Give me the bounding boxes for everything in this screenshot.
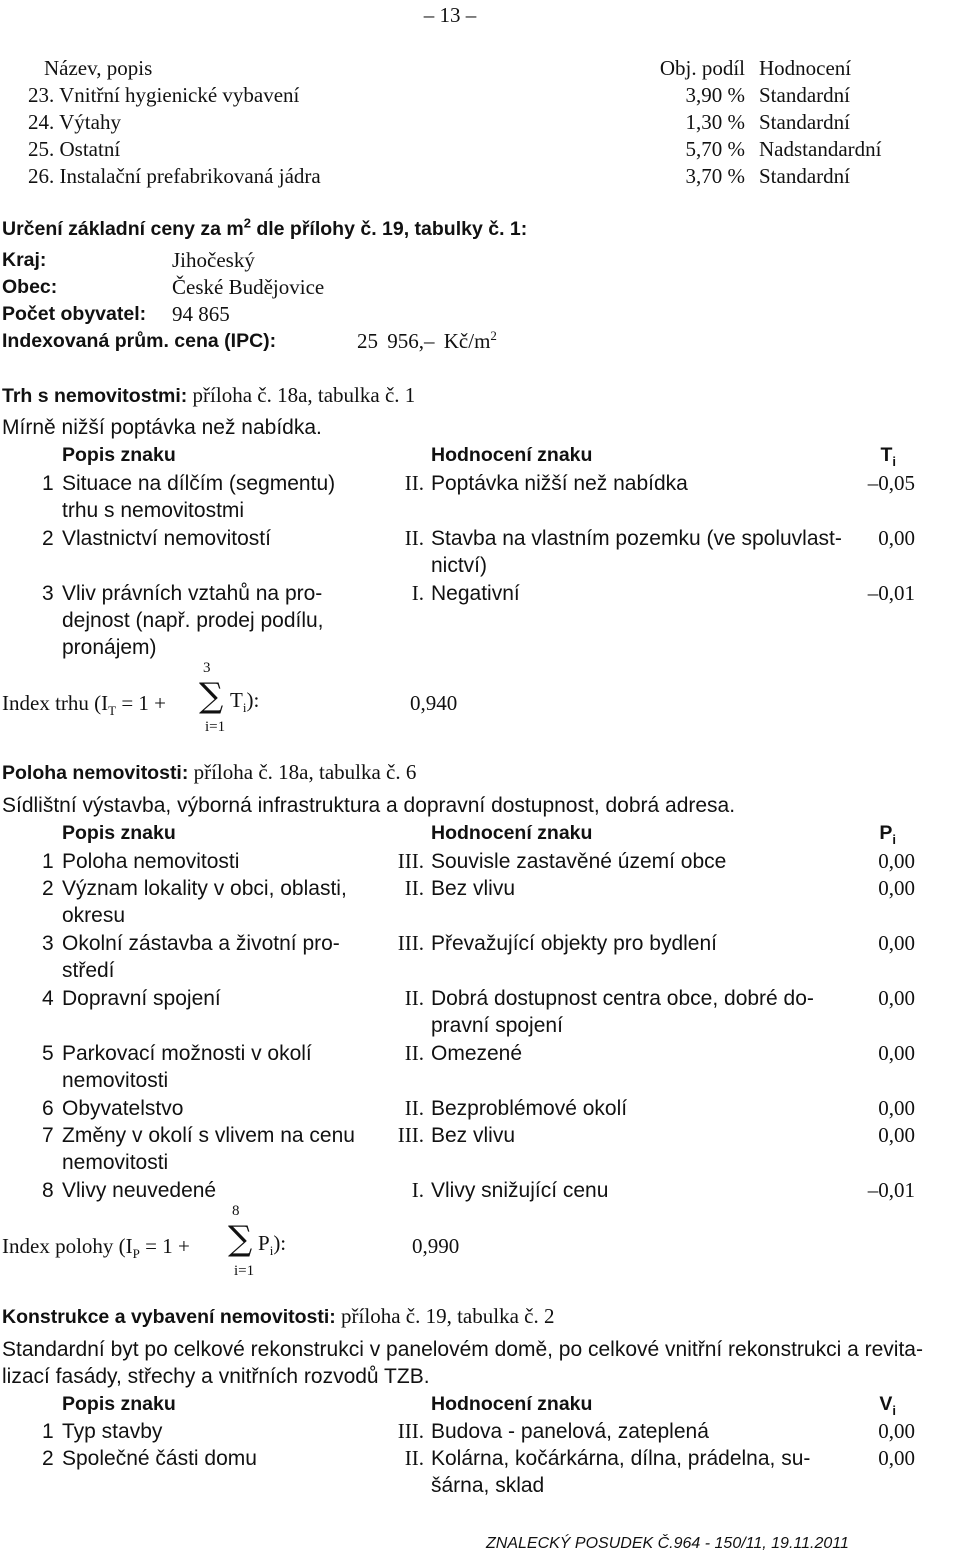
market-description: Mírně nižší poptávka než nabídka.	[2, 416, 322, 439]
location-row-feature: Okolní zástavba a životní pro-	[62, 932, 340, 955]
location-row-feature: Změny v okolí s vlivem na cenu	[62, 1124, 355, 1147]
location-row-number: 5	[42, 1042, 54, 1065]
market-row-rating: Stavba na vlastním pozemku (ve spoluvlast-	[431, 527, 842, 550]
location-row-feature: Dopravní spojení	[62, 987, 221, 1010]
location-row-grade: III.	[397, 849, 424, 873]
location-row-grade: III.	[397, 1123, 424, 1147]
location-row-rating: Bezproblémové okolí	[431, 1097, 628, 1120]
equipment-header-rating: Hodnocení	[759, 56, 852, 80]
construction-heading: Konstrukce a vybavení nemovitosti: příloha č. 19, tabulka č. 2	[2, 1304, 555, 1328]
location-row-rating: Souvisle zastavěné území obce	[431, 850, 727, 873]
location-row-rating: Dobrá dostupnost centra obce, dobré do-	[431, 987, 814, 1010]
equipment-row-share: 3,90 %	[685, 83, 745, 107]
equipment-row-rating: Standardní	[759, 83, 850, 107]
construction-col-feature: Popis znaku	[62, 1393, 176, 1415]
location-col-value: $P_i$	[879, 822, 896, 847]
equipment-row-share: 1,30 %	[685, 110, 745, 134]
market-row-rating: Negativní	[431, 582, 520, 605]
construction-row-value: 0,00	[878, 1419, 915, 1443]
equipment-row-rating: Standardní	[759, 164, 850, 188]
location-row-rating: Bez vlivu	[431, 1124, 516, 1147]
location-row-number: 4	[42, 987, 54, 1010]
location-row-value: 0,00	[878, 1096, 915, 1120]
construction-row-value: 0,00	[878, 1446, 915, 1470]
region-label: Kraj:	[2, 249, 47, 271]
location-row-value: 0,00	[878, 849, 915, 873]
market-row-rating: Poptávka nižší než nabídka	[431, 472, 688, 495]
market-col-feature: Popis znaku	[62, 444, 176, 466]
population-label: Počet obyvatel:	[2, 303, 147, 325]
equipment-row-share: 5,70 %	[685, 137, 745, 161]
location-row-grade: II.	[404, 986, 424, 1010]
market-row-feature: Situace na dílčím (segmentu)	[62, 472, 336, 495]
market-row-feature: Vliv právních vztahů na pro-	[62, 582, 323, 605]
location-row-grade: II.	[404, 1041, 424, 1065]
equipment-row-name: 26. Instalační prefabrikovaná jádra	[28, 164, 321, 188]
location-row-grade: I.	[411, 1178, 424, 1202]
location-row-grade: II.	[404, 876, 424, 900]
construction-col-value: $V_i$	[879, 1393, 896, 1418]
location-row-number: 1	[42, 850, 54, 873]
market-index-upper: 3	[203, 660, 211, 676]
market-row-number: 3	[42, 582, 54, 605]
construction-row-number: 1	[42, 1420, 54, 1443]
market-index-term: $T_i$):	[230, 688, 260, 716]
equipment-row-name: 24. Výtahy	[28, 110, 121, 134]
location-row-number: 3	[42, 932, 54, 955]
location-description: Sídlištní výstavba, výborná infrastruktura a dopravní dostupnost, dobrá adresa.	[2, 794, 736, 817]
market-heading: Trh s nemovitostmi: příloha č. 18a, tabulka č. 1	[2, 383, 416, 407]
location-row-rating: Bez vlivu	[431, 877, 516, 900]
location-row-feature: Obyvatelstvo	[62, 1097, 184, 1120]
location-row-feature: Parkovací možnosti v okolí	[62, 1042, 312, 1065]
municipality-value: České Budějovice	[172, 275, 325, 299]
location-row-feature: Poloha nemovitosti	[62, 850, 240, 873]
location-col-feature: Popis znaku	[62, 822, 176, 844]
market-row-number: 1	[42, 472, 54, 495]
equipment-header-name: Název, popis	[44, 56, 153, 80]
location-row-feature: okresu	[62, 904, 126, 927]
location-index-lower: i=1	[234, 1263, 255, 1279]
equipment-row-share: 3,70 %	[685, 164, 745, 188]
construction-row-grade: III.	[397, 1419, 424, 1443]
construction-row-grade: II.	[404, 1446, 424, 1470]
location-index-value: 0,990	[412, 1234, 460, 1258]
location-row-number: 6	[42, 1097, 54, 1120]
location-row-value: 0,00	[878, 876, 915, 900]
construction-row-rating: šárna, sklad	[431, 1474, 545, 1497]
market-index-lower: i=1	[205, 719, 226, 735]
location-row-rating: Vlivy snižující cenu	[431, 1179, 609, 1202]
location-row-rating: pravní spojení	[431, 1014, 563, 1037]
location-row-value: 0,00	[878, 1123, 915, 1147]
market-row-grade: II.	[404, 471, 424, 495]
location-row-feature: středí	[62, 959, 115, 982]
market-row-value: 0,00	[878, 526, 915, 550]
sigma-symbol: ∑	[199, 676, 224, 716]
equipment-row-rating: Standardní	[759, 110, 850, 134]
location-index-label: Index polohy ($I_P = 1$ +	[2, 1234, 190, 1262]
page-number: – 13 –	[423, 3, 477, 27]
location-row-value: 0,00	[878, 986, 915, 1010]
market-row-feature: dejnost (např. prodej podílu,	[62, 609, 324, 632]
market-row-grade: I.	[411, 581, 424, 605]
market-row-feature: Vlastnictví nemovitostí	[62, 527, 271, 550]
ipc-value: 25 956,– $Kč/m^2$	[357, 328, 497, 353]
location-row-rating: Omezené	[431, 1042, 523, 1065]
location-row-number: 8	[42, 1179, 54, 1202]
market-col-rating: Hodnocení znaku	[431, 444, 593, 466]
location-row-rating: Převažující objekty pro bydlení	[431, 932, 717, 955]
market-index-label: Index trhu ($I_T = 1$ +	[2, 691, 167, 719]
location-row-grade: III.	[397, 931, 424, 955]
location-row-value: 0,00	[878, 931, 915, 955]
location-row-grade: II.	[404, 1096, 424, 1120]
location-heading: Poloha nemovitosti: příloha č. 18a, tabulka č. 6	[2, 760, 417, 784]
equipment-row-rating: Nadstandardní	[759, 137, 882, 161]
location-row-value: 0,00	[878, 1041, 915, 1065]
market-row-value: –0,01	[867, 581, 915, 605]
location-row-number: 2	[42, 877, 54, 900]
base-price-heading: Určení základní ceny za $m^2$ dle přílohy č. 19, tabulky č. 1:	[2, 215, 528, 240]
equipment-row-name: 23. Vnitřní hygienické vybavení	[28, 83, 300, 107]
construction-row-feature: Společné části domu	[62, 1447, 257, 1470]
municipality-label: Obec:	[2, 276, 58, 298]
footer-document-id: ZNALECKÝ POSUDEK Č.964 - 150/11, 19.11.2011	[486, 1535, 849, 1552]
location-row-feature: Význam lokality v obci, oblasti,	[62, 877, 347, 900]
location-row-feature: nemovitosti	[62, 1151, 169, 1174]
location-row-feature: nemovitosti	[62, 1069, 169, 1092]
market-col-value: $T_i$	[880, 444, 896, 469]
sigma-symbol: ∑	[228, 1219, 253, 1259]
equipment-header-share: Obj. podíl	[659, 56, 745, 80]
location-row-value: –0,01	[867, 1178, 915, 1202]
construction-description-line-2: lizací fasády, střechy a vnitřních rozvodů TZB.	[2, 1365, 430, 1388]
market-index-value: 0,940	[410, 691, 458, 715]
construction-row-rating: Kolárna, kočárkárna, dílna, prádelna, su-	[431, 1447, 811, 1470]
location-index-term: $P_i$):	[258, 1231, 287, 1259]
population-value: 94 865	[172, 302, 230, 326]
market-row-feature: trhu s nemovitostmi	[62, 499, 245, 522]
construction-row-number: 2	[42, 1447, 54, 1470]
market-row-number: 2	[42, 527, 54, 550]
location-index-upper: 8	[232, 1203, 240, 1219]
ipc-label: Indexovaná prům. cena (IPC):	[2, 330, 277, 352]
market-row-feature: pronájem)	[62, 636, 157, 659]
location-row-feature: Vlivy neuvedené	[62, 1179, 217, 1202]
location-row-number: 7	[42, 1124, 54, 1147]
market-row-value: –0,05	[867, 471, 915, 495]
region-value: Jihočeský	[172, 248, 255, 272]
equipment-row-name: 25. Ostatní	[28, 137, 121, 161]
construction-description-line-1: Standardní byt po celkové rekonstrukci v panelovém domě, po celkové vnitřní rekonstrukci a revita-	[2, 1338, 923, 1361]
construction-row-feature: Typ stavby	[62, 1420, 163, 1443]
construction-row-rating: Budova - panelová, zateplená	[431, 1420, 709, 1443]
market-row-grade: II.	[404, 526, 424, 550]
location-col-rating: Hodnocení znaku	[431, 822, 593, 844]
construction-col-rating: Hodnocení znaku	[431, 1393, 593, 1415]
market-row-rating: nictví)	[431, 554, 488, 577]
